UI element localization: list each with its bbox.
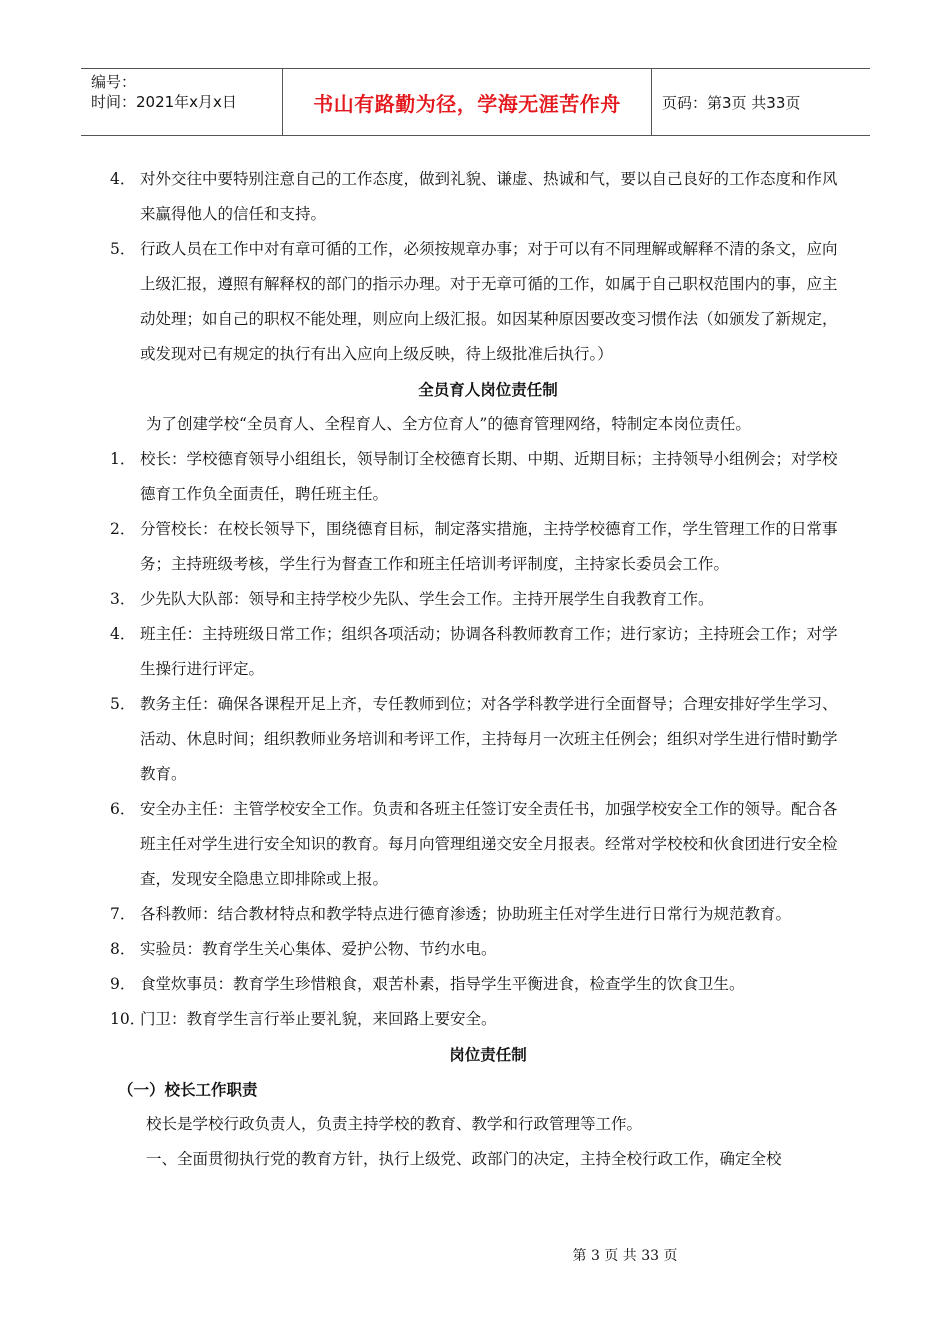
list-number: 4．	[110, 625, 136, 643]
list-item	[110, 687, 846, 792]
list-item	[110, 1002, 846, 1037]
list-text: 教务主任：确保各课程开足上齐，专任教师到位；对各学科教学进行全面督导；合理安排好学生学习、活动、休息时间；组织教师业务培训和考评工作，主持每月一次班主任例会；组织对学生进行惜时勤学教育。	[140, 695, 838, 783]
list-text: 行政人员在工作中对有章可循的工作，必须按规章办事；对于可以有不同理解或解释不清的条文，应向上级汇报，遵照有解释权的部门的指示办理。对于无章可循的工作，如属于自己职权范围内的事，应主动处理；如自己的职权不能处理，则应向上级汇报。如因某种原因要改变习惯作法（如颁发了新规定，或发现对已有规定的执行有出入应向上级反映，待上级批准后执行。）	[140, 240, 838, 363]
list-item	[110, 897, 846, 932]
header-page-code: 页码：第3页 共33页	[662, 93, 801, 112]
list-text: 对外交往中要特别注意自己的工作态度，做到礼貌、谦虚、热诚和气，要以自己良好的工作态度和作风来赢得他人的信任和支持。	[140, 170, 838, 223]
list-text: 实验员：教育学生关心集体、爱护公物、节约水电。	[140, 940, 497, 958]
subsection-heading: （一）校长工作职责	[118, 1080, 258, 1099]
list-number: 7．	[110, 905, 136, 923]
list-text: 班主任：主持班级日常工作；组织各项活动；协调各科教师教育工作；进行家访；主持班会工作；对学生操行进行评定。	[140, 625, 838, 678]
list-text: 各科教师：结合教材特点和教学特点进行德育渗透；协助班主任对学生进行日常行为规范教育。	[140, 905, 792, 923]
list-item	[110, 792, 846, 897]
list-number: 10．	[110, 1010, 146, 1028]
document-body	[110, 162, 846, 1177]
list-number: 1．	[110, 450, 136, 468]
document-date: 时间：2021年x月x日	[91, 93, 237, 111]
list-text: 食堂炊事员：教育学生珍惜粮食，艰苦朴素，指导学生平衡进食，检查学生的饮食卫生。	[140, 975, 745, 993]
list-text: 门卫：教育学生言行举止要礼貌，来回路上要安全。	[140, 1010, 497, 1028]
list-number: 2．	[110, 520, 136, 538]
list-number: 4．	[110, 170, 136, 188]
list-number: 3．	[110, 590, 136, 608]
list-number: 9．	[110, 975, 136, 993]
list-item	[110, 442, 846, 512]
list-item	[110, 932, 846, 967]
section-title: 岗位责任制	[449, 1045, 527, 1064]
list-item	[110, 162, 846, 232]
list-number: 5．	[110, 240, 136, 258]
header-motto: 书山有路勤为径，学海无涯苦作舟	[283, 69, 652, 135]
list-text: 少先队大队部：领导和主持学校少先队、学生会工作。主持开展学生自我教育工作。	[140, 590, 714, 608]
list-text: 安全办主任：主管学校安全工作。负责和各班主任签订安全责任书，加强学校安全工作的领导。配合各班主任对学生进行安全知识的教育。每月向管理组递交安全月报表。经常对学校校和伙食团进行安全检查，发现安全隐患立即排除或上报。	[140, 800, 838, 888]
header-meta	[81, 69, 283, 135]
list-item	[110, 967, 846, 1002]
list-item	[110, 582, 846, 617]
list-number: 5．	[110, 695, 136, 713]
list-item	[110, 617, 846, 687]
list-text: 校长：学校德育领导小组组长，领导制订全校德育长期、中期、近期目标；主持领导小组例会；对学校德育工作负全面责任，聘任班主任。	[140, 450, 838, 503]
page-header	[81, 68, 870, 136]
page-footer: 第 3 页 共 33 页	[572, 1248, 678, 1264]
list-text: 分管校长：在校长领导下，围绕德育目标，制定落实措施，主持学校德育工作，学生管理工作的日常事务；主持班级考核，学生行为督查工作和班主任培训考评制度，主持家长委员会工作。	[140, 520, 838, 573]
list-item	[110, 232, 846, 372]
list-item	[110, 512, 846, 582]
section-intro: 为了创建学校“全员育人、全程育人、全方位育人”的德育管理网络，特制定本岗位责任。	[146, 415, 751, 433]
paragraph: 一、全面贯彻执行党的教育方针，执行上级党、政部门的决定，主持全校行政工作，确定全校	[146, 1150, 782, 1168]
list-number: 6．	[110, 800, 136, 818]
paragraph: 校长是学校行政负责人，负责主持学校的教育、教学和行政管理等工作。	[146, 1115, 643, 1133]
document-number: 编号：	[91, 73, 137, 91]
list-number: 8．	[110, 940, 136, 958]
section-title: 全员育人岗位责任制	[418, 380, 558, 399]
